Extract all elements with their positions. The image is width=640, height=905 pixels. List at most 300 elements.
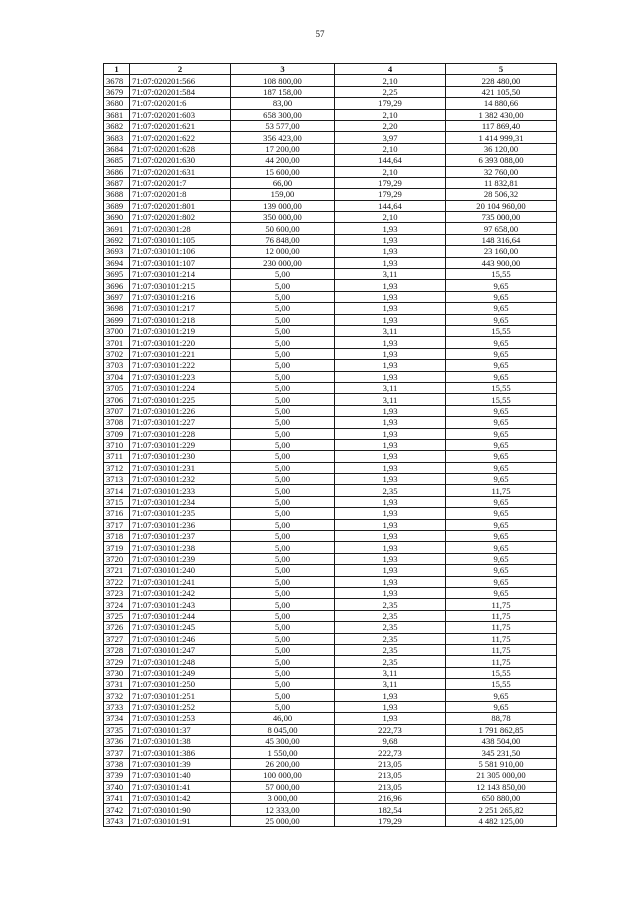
cadastral-value-cell: 9,65 bbox=[446, 531, 557, 542]
area-cell: 5,00 bbox=[231, 269, 335, 280]
table-row bbox=[104, 189, 557, 200]
cadastral-number-cell: 71:07:030101:40 bbox=[130, 770, 231, 781]
row-number-cell: 3682 bbox=[104, 120, 130, 131]
area-cell: 658 300,00 bbox=[231, 109, 335, 120]
cadastral-number-cell: 71:07:030101:250 bbox=[130, 679, 231, 690]
specific-value-cell: 1,93 bbox=[335, 246, 446, 257]
area-cell: 5,00 bbox=[231, 462, 335, 473]
specific-value-cell: 1,93 bbox=[335, 531, 446, 542]
specific-value-cell: 213,05 bbox=[335, 758, 446, 769]
cadastral-value-cell: 14 880,66 bbox=[446, 98, 557, 109]
row-number-cell: 3737 bbox=[104, 747, 130, 758]
row-number-cell: 3686 bbox=[104, 166, 130, 177]
cadastral-number-cell: 71:07:030101:37 bbox=[130, 724, 231, 735]
row-number-cell: 3693 bbox=[104, 246, 130, 257]
cadastral-number-cell: 71:07:020201:802 bbox=[130, 212, 231, 223]
row-number-cell: 3704 bbox=[104, 371, 130, 382]
specific-value-cell: 1,93 bbox=[335, 713, 446, 724]
specific-value-cell: 1,93 bbox=[335, 314, 446, 325]
cadastral-number-cell: 71:07:030101:42 bbox=[130, 793, 231, 804]
cadastral-number-cell: 71:07:030101:215 bbox=[130, 280, 231, 291]
cadastral-number-cell: 71:07:020201:621 bbox=[130, 120, 231, 131]
cadastral-value-cell: 9,65 bbox=[446, 337, 557, 348]
specific-value-cell: 2,35 bbox=[335, 622, 446, 633]
area-cell: 5,00 bbox=[231, 348, 335, 359]
specific-value-cell: 1,93 bbox=[335, 234, 446, 245]
row-number-cell: 3723 bbox=[104, 587, 130, 598]
cadastral-value-cell: 11,75 bbox=[446, 599, 557, 610]
row-number-cell: 3706 bbox=[104, 394, 130, 405]
area-cell: 5,00 bbox=[231, 325, 335, 336]
cadastral-value-cell: 15,55 bbox=[446, 667, 557, 678]
table-row bbox=[104, 565, 557, 576]
cadastral-number-cell: 71:07:030101:240 bbox=[130, 565, 231, 576]
cadastral-value-cell: 21 305 000,00 bbox=[446, 770, 557, 781]
cadastral-value-cell: 15,55 bbox=[446, 269, 557, 280]
row-number-cell: 3691 bbox=[104, 223, 130, 234]
row-number-cell: 3714 bbox=[104, 485, 130, 496]
table-row bbox=[104, 690, 557, 701]
row-number-cell: 3719 bbox=[104, 542, 130, 553]
specific-value-cell: 213,05 bbox=[335, 781, 446, 792]
area-cell: 5,00 bbox=[231, 622, 335, 633]
cadastral-value-cell: 9,65 bbox=[446, 496, 557, 507]
area-cell: 5,00 bbox=[231, 474, 335, 485]
specific-value-cell: 222,73 bbox=[335, 747, 446, 758]
cadastral-number-cell: 71:07:030101:227 bbox=[130, 417, 231, 428]
cadastral-value-cell: 9,65 bbox=[446, 576, 557, 587]
row-number-cell: 3689 bbox=[104, 200, 130, 211]
cadastral-value-cell: 11,75 bbox=[446, 610, 557, 621]
cadastral-number-cell: 71:07:020201:631 bbox=[130, 166, 231, 177]
table-row bbox=[104, 325, 557, 336]
cadastral-number-cell: 71:07:030101:243 bbox=[130, 599, 231, 610]
cadastral-number-cell: 71:07:030101:107 bbox=[130, 257, 231, 268]
cadastral-value-cell: 438 504,00 bbox=[446, 736, 557, 747]
table-row bbox=[104, 451, 557, 462]
cadastral-number-cell: 71:07:030101:246 bbox=[130, 633, 231, 644]
row-number-cell: 3680 bbox=[104, 98, 130, 109]
row-number-cell: 3699 bbox=[104, 314, 130, 325]
specific-value-cell: 2,35 bbox=[335, 599, 446, 610]
cadastral-number-cell: 71:07:030101:241 bbox=[130, 576, 231, 587]
row-number-cell: 3715 bbox=[104, 496, 130, 507]
cadastral-value-cell: 32 760,00 bbox=[446, 166, 557, 177]
row-number-cell: 3731 bbox=[104, 679, 130, 690]
table-row bbox=[104, 337, 557, 348]
specific-value-cell: 3,11 bbox=[335, 667, 446, 678]
cadastral-value-cell: 5 581 910,00 bbox=[446, 758, 557, 769]
area-cell: 5,00 bbox=[231, 656, 335, 667]
specific-value-cell: 216,96 bbox=[335, 793, 446, 804]
table-row bbox=[104, 314, 557, 325]
table-row bbox=[104, 793, 557, 804]
row-number-cell: 3713 bbox=[104, 474, 130, 485]
row-number-cell: 3743 bbox=[104, 815, 130, 826]
specific-value-cell: 1,93 bbox=[335, 508, 446, 519]
row-number-cell: 3678 bbox=[104, 75, 130, 86]
row-number-cell: 3728 bbox=[104, 644, 130, 655]
cadastral-value-cell: 88,78 bbox=[446, 713, 557, 724]
area-cell: 5,00 bbox=[231, 360, 335, 371]
table-row bbox=[104, 75, 557, 86]
cadastral-number-cell: 71:07:030101:237 bbox=[130, 531, 231, 542]
cadastral-number-cell: 71:07:030101:247 bbox=[130, 644, 231, 655]
cadastral-number-cell: 71:07:030101:386 bbox=[130, 747, 231, 758]
cadastral-number-cell: 71:07:030101:242 bbox=[130, 587, 231, 598]
row-number-cell: 3681 bbox=[104, 109, 130, 120]
table-row bbox=[104, 781, 557, 792]
specific-value-cell: 222,73 bbox=[335, 724, 446, 735]
cadastral-value-cell: 9,65 bbox=[446, 439, 557, 450]
cadastral-value-cell: 228 480,00 bbox=[446, 75, 557, 86]
row-number-cell: 3724 bbox=[104, 599, 130, 610]
table-row bbox=[104, 485, 557, 496]
table-row bbox=[104, 439, 557, 450]
specific-value-cell: 179,29 bbox=[335, 815, 446, 826]
row-number-cell: 3729 bbox=[104, 656, 130, 667]
cadastral-number-cell: 71:07:020201:8 bbox=[130, 189, 231, 200]
table-row bbox=[104, 200, 557, 211]
specific-value-cell: 1,93 bbox=[335, 462, 446, 473]
table-row bbox=[104, 701, 557, 712]
row-number-cell: 3707 bbox=[104, 405, 130, 416]
specific-value-cell: 179,29 bbox=[335, 189, 446, 200]
row-number-cell: 3717 bbox=[104, 519, 130, 530]
specific-value-cell: 1,93 bbox=[335, 280, 446, 291]
table-row bbox=[104, 428, 557, 439]
row-number-cell: 3740 bbox=[104, 781, 130, 792]
row-number-cell: 3708 bbox=[104, 417, 130, 428]
cadastral-number-cell: 71:07:030101:219 bbox=[130, 325, 231, 336]
specific-value-cell: 3,11 bbox=[335, 325, 446, 336]
cadastral-number-cell: 71:07:030101:231 bbox=[130, 462, 231, 473]
table-row bbox=[104, 599, 557, 610]
table-row bbox=[104, 633, 557, 644]
specific-value-cell: 213,05 bbox=[335, 770, 446, 781]
specific-value-cell: 179,29 bbox=[335, 177, 446, 188]
table-row bbox=[104, 269, 557, 280]
table-row bbox=[104, 553, 557, 564]
cadastral-value-cell: 421 105,50 bbox=[446, 86, 557, 97]
specific-value-cell: 1,93 bbox=[335, 417, 446, 428]
cadastral-value-cell: 650 880,00 bbox=[446, 793, 557, 804]
cadastral-number-cell: 71:07:030101:232 bbox=[130, 474, 231, 485]
cadastral-number-cell: 71:07:030101:249 bbox=[130, 667, 231, 678]
cadastral-number-cell: 71:07:030101:39 bbox=[130, 758, 231, 769]
cadastral-value-cell: 1 414 999,31 bbox=[446, 132, 557, 143]
table-row bbox=[104, 747, 557, 758]
row-number-cell: 3687 bbox=[104, 177, 130, 188]
specific-value-cell: 1,93 bbox=[335, 496, 446, 507]
cadastral-number-cell: 71:07:020201:630 bbox=[130, 155, 231, 166]
cadastral-number-cell: 71:07:030101:106 bbox=[130, 246, 231, 257]
table-row bbox=[104, 758, 557, 769]
cadastral-value-cell: 15,55 bbox=[446, 679, 557, 690]
row-number-cell: 3722 bbox=[104, 576, 130, 587]
area-cell: 187 158,00 bbox=[231, 86, 335, 97]
table-row bbox=[104, 234, 557, 245]
row-number-cell: 3711 bbox=[104, 451, 130, 462]
specific-value-cell: 2,10 bbox=[335, 166, 446, 177]
table-row bbox=[104, 667, 557, 678]
area-cell: 5,00 bbox=[231, 553, 335, 564]
specific-value-cell: 1,93 bbox=[335, 439, 446, 450]
table-row bbox=[104, 531, 557, 542]
area-cell: 5,00 bbox=[231, 633, 335, 644]
table-row bbox=[104, 155, 557, 166]
table-row bbox=[104, 303, 557, 314]
cadastral-value-cell: 12 143 850,00 bbox=[446, 781, 557, 792]
specific-value-cell: 2,10 bbox=[335, 109, 446, 120]
row-number-cell: 3700 bbox=[104, 325, 130, 336]
area-cell: 159,00 bbox=[231, 189, 335, 200]
table-row bbox=[104, 542, 557, 553]
cadastral-number-cell: 71:07:030101:234 bbox=[130, 496, 231, 507]
area-cell: 17 200,00 bbox=[231, 143, 335, 154]
cadastral-value-cell: 345 231,50 bbox=[446, 747, 557, 758]
area-cell: 5,00 bbox=[231, 337, 335, 348]
cadastral-number-cell: 71:07:030101:248 bbox=[130, 656, 231, 667]
area-cell: 5,00 bbox=[231, 451, 335, 462]
cadastral-number-cell: 71:07:030101:251 bbox=[130, 690, 231, 701]
row-number-cell: 3709 bbox=[104, 428, 130, 439]
cadastral-value-cell: 11 832,81 bbox=[446, 177, 557, 188]
cadastral-number-cell: 71:07:030101:252 bbox=[130, 701, 231, 712]
row-number-cell: 3690 bbox=[104, 212, 130, 223]
specific-value-cell: 1,93 bbox=[335, 223, 446, 234]
table-row bbox=[104, 166, 557, 177]
specific-value-cell: 1,93 bbox=[335, 371, 446, 382]
area-cell: 53 577,00 bbox=[231, 120, 335, 131]
specific-value-cell: 1,93 bbox=[335, 519, 446, 530]
specific-value-cell: 9,68 bbox=[335, 736, 446, 747]
area-cell: 5,00 bbox=[231, 508, 335, 519]
cadastral-number-cell: 71:07:030101:41 bbox=[130, 781, 231, 792]
row-number-cell: 3721 bbox=[104, 565, 130, 576]
table-row bbox=[104, 382, 557, 393]
cadastral-value-cell: 9,65 bbox=[446, 291, 557, 302]
cadastral-value-cell: 36 120,00 bbox=[446, 143, 557, 154]
cadastral-number-cell: 71:07:030101:105 bbox=[130, 234, 231, 245]
table-row bbox=[104, 804, 557, 815]
specific-value-cell: 3,11 bbox=[335, 394, 446, 405]
cadastral-value-cell: 28 506,32 bbox=[446, 189, 557, 200]
row-number-cell: 3697 bbox=[104, 291, 130, 302]
cadastral-value-cell: 9,65 bbox=[446, 508, 557, 519]
table-row bbox=[104, 394, 557, 405]
table-row bbox=[104, 462, 557, 473]
cadastral-number-cell: 71:07:030101:214 bbox=[130, 269, 231, 280]
specific-value-cell: 1,93 bbox=[335, 360, 446, 371]
row-number-cell: 3701 bbox=[104, 337, 130, 348]
table-row bbox=[104, 417, 557, 428]
table-row bbox=[104, 120, 557, 131]
cadastral-value-cell: 20 104 960,00 bbox=[446, 200, 557, 211]
specific-value-cell: 2,35 bbox=[335, 644, 446, 655]
cadastral-number-cell: 71:07:020201:622 bbox=[130, 132, 231, 143]
row-number-cell: 3727 bbox=[104, 633, 130, 644]
row-number-cell: 3730 bbox=[104, 667, 130, 678]
row-number-cell: 3736 bbox=[104, 736, 130, 747]
cadastral-value-cell: 9,65 bbox=[446, 417, 557, 428]
cadastral-value-cell: 11,75 bbox=[446, 633, 557, 644]
specific-value-cell: 2,10 bbox=[335, 212, 446, 223]
specific-value-cell: 1,93 bbox=[335, 451, 446, 462]
table-row bbox=[104, 371, 557, 382]
specific-value-cell: 2,25 bbox=[335, 86, 446, 97]
table-row bbox=[104, 223, 557, 234]
row-number-cell: 3742 bbox=[104, 804, 130, 815]
table-row bbox=[104, 280, 557, 291]
area-cell: 5,00 bbox=[231, 565, 335, 576]
specific-value-cell: 179,29 bbox=[335, 98, 446, 109]
cadastral-value-cell: 11,75 bbox=[446, 622, 557, 633]
cadastral-number-cell: 71:07:030101:229 bbox=[130, 439, 231, 450]
area-cell: 5,00 bbox=[231, 542, 335, 553]
table-row bbox=[104, 109, 557, 120]
cadastral-number-cell: 71:07:020201:7 bbox=[130, 177, 231, 188]
cadastral-value-cell: 148 316,64 bbox=[446, 234, 557, 245]
row-number-cell: 3695 bbox=[104, 269, 130, 280]
table-row bbox=[104, 724, 557, 735]
specific-value-cell: 1,93 bbox=[335, 576, 446, 587]
table-row bbox=[104, 610, 557, 621]
table-row bbox=[104, 508, 557, 519]
cadastral-value-cell: 9,65 bbox=[446, 348, 557, 359]
specific-value-cell: 2,20 bbox=[335, 120, 446, 131]
cadastral-number-cell: 71:07:030101:218 bbox=[130, 314, 231, 325]
area-cell: 5,00 bbox=[231, 382, 335, 393]
table-row bbox=[104, 257, 557, 268]
row-number-cell: 3716 bbox=[104, 508, 130, 519]
cadastral-value-cell: 9,65 bbox=[446, 553, 557, 564]
row-number-cell: 3734 bbox=[104, 713, 130, 724]
cadastral-number-cell: 71:07:030101:230 bbox=[130, 451, 231, 462]
area-cell: 44 200,00 bbox=[231, 155, 335, 166]
specific-value-cell: 1,93 bbox=[335, 405, 446, 416]
table-row bbox=[104, 132, 557, 143]
area-cell: 76 848,00 bbox=[231, 234, 335, 245]
table-row bbox=[104, 86, 557, 97]
specific-value-cell: 2,10 bbox=[335, 75, 446, 86]
area-cell: 12 000,00 bbox=[231, 246, 335, 257]
specific-value-cell: 2,35 bbox=[335, 633, 446, 644]
table-row bbox=[104, 770, 557, 781]
row-number-cell: 3684 bbox=[104, 143, 130, 154]
row-number-cell: 3718 bbox=[104, 531, 130, 542]
area-cell: 5,00 bbox=[231, 280, 335, 291]
cadastral-number-cell: 71:07:020201:584 bbox=[130, 86, 231, 97]
column-header-5: 5 bbox=[446, 64, 557, 75]
cadastral-number-cell: 71:07:030101:244 bbox=[130, 610, 231, 621]
cadastral-number-cell: 71:07:020201:801 bbox=[130, 200, 231, 211]
area-cell: 108 800,00 bbox=[231, 75, 335, 86]
specific-value-cell: 1,93 bbox=[335, 291, 446, 302]
area-cell: 66,00 bbox=[231, 177, 335, 188]
table-header-row bbox=[104, 64, 557, 75]
area-cell: 83,00 bbox=[231, 98, 335, 109]
table-row bbox=[104, 360, 557, 371]
cadastral-value-cell: 9,65 bbox=[446, 360, 557, 371]
table-body bbox=[104, 75, 557, 827]
row-number-cell: 3702 bbox=[104, 348, 130, 359]
cadastral-number-cell: 71:07:030101:90 bbox=[130, 804, 231, 815]
row-number-cell: 3696 bbox=[104, 280, 130, 291]
row-number-cell: 3703 bbox=[104, 360, 130, 371]
cadastral-value-cell: 23 160,00 bbox=[446, 246, 557, 257]
column-header-1: 1 bbox=[104, 64, 130, 75]
area-cell: 5,00 bbox=[231, 439, 335, 450]
cadastral-value-cell: 2 251 265,82 bbox=[446, 804, 557, 815]
table-row bbox=[104, 679, 557, 690]
row-number-cell: 3705 bbox=[104, 382, 130, 393]
specific-value-cell: 1,93 bbox=[335, 542, 446, 553]
specific-value-cell: 1,93 bbox=[335, 257, 446, 268]
cadastral-value-table bbox=[103, 63, 557, 827]
row-number-cell: 3732 bbox=[104, 690, 130, 701]
area-cell: 5,00 bbox=[231, 667, 335, 678]
table-row bbox=[104, 98, 557, 109]
cadastral-value-cell: 9,65 bbox=[446, 280, 557, 291]
cadastral-number-cell: 71:07:030101:216 bbox=[130, 291, 231, 302]
row-number-cell: 3710 bbox=[104, 439, 130, 450]
row-number-cell: 3733 bbox=[104, 701, 130, 712]
specific-value-cell: 1,93 bbox=[335, 337, 446, 348]
table-row bbox=[104, 177, 557, 188]
cadastral-value-cell: 9,65 bbox=[446, 701, 557, 712]
table-row bbox=[104, 656, 557, 667]
cadastral-value-cell: 15,55 bbox=[446, 394, 557, 405]
area-cell: 1 550,00 bbox=[231, 747, 335, 758]
cadastral-value-cell: 9,65 bbox=[446, 451, 557, 462]
cadastral-number-cell: 71:07:020201:603 bbox=[130, 109, 231, 120]
specific-value-cell: 3,11 bbox=[335, 382, 446, 393]
row-number-cell: 3712 bbox=[104, 462, 130, 473]
cadastral-number-cell: 71:07:030101:225 bbox=[130, 394, 231, 405]
table-row bbox=[104, 348, 557, 359]
cadastral-value-cell: 15,55 bbox=[446, 325, 557, 336]
cadastral-value-cell: 11,75 bbox=[446, 656, 557, 667]
specific-value-cell: 2,35 bbox=[335, 656, 446, 667]
cadastral-value-cell: 9,65 bbox=[446, 690, 557, 701]
cadastral-number-cell: 71:07:030101:91 bbox=[130, 815, 231, 826]
cadastral-value-cell: 9,65 bbox=[446, 587, 557, 598]
cadastral-number-cell: 71:07:020201:6 bbox=[130, 98, 231, 109]
area-cell: 5,00 bbox=[231, 519, 335, 530]
table-row bbox=[104, 622, 557, 633]
cadastral-number-cell: 71:07:030101:238 bbox=[130, 542, 231, 553]
specific-value-cell: 3,11 bbox=[335, 269, 446, 280]
area-cell: 26 200,00 bbox=[231, 758, 335, 769]
row-number-cell: 3739 bbox=[104, 770, 130, 781]
cadastral-number-cell: 71:07:030101:245 bbox=[130, 622, 231, 633]
row-number-cell: 3726 bbox=[104, 622, 130, 633]
cadastral-number-cell: 71:07:030101:226 bbox=[130, 405, 231, 416]
area-cell: 5,00 bbox=[231, 405, 335, 416]
area-cell: 5,00 bbox=[231, 303, 335, 314]
table-row bbox=[104, 519, 557, 530]
cadastral-value-cell: 6 393 088,00 bbox=[446, 155, 557, 166]
cadastral-number-cell: 71:07:030101:228 bbox=[130, 428, 231, 439]
cadastral-number-cell: 71:07:030101:233 bbox=[130, 485, 231, 496]
cadastral-value-cell: 9,65 bbox=[446, 474, 557, 485]
area-cell: 100 000,00 bbox=[231, 770, 335, 781]
row-number-cell: 3688 bbox=[104, 189, 130, 200]
area-cell: 46,00 bbox=[231, 713, 335, 724]
specific-value-cell: 2,35 bbox=[335, 485, 446, 496]
specific-value-cell: 1,93 bbox=[335, 474, 446, 485]
